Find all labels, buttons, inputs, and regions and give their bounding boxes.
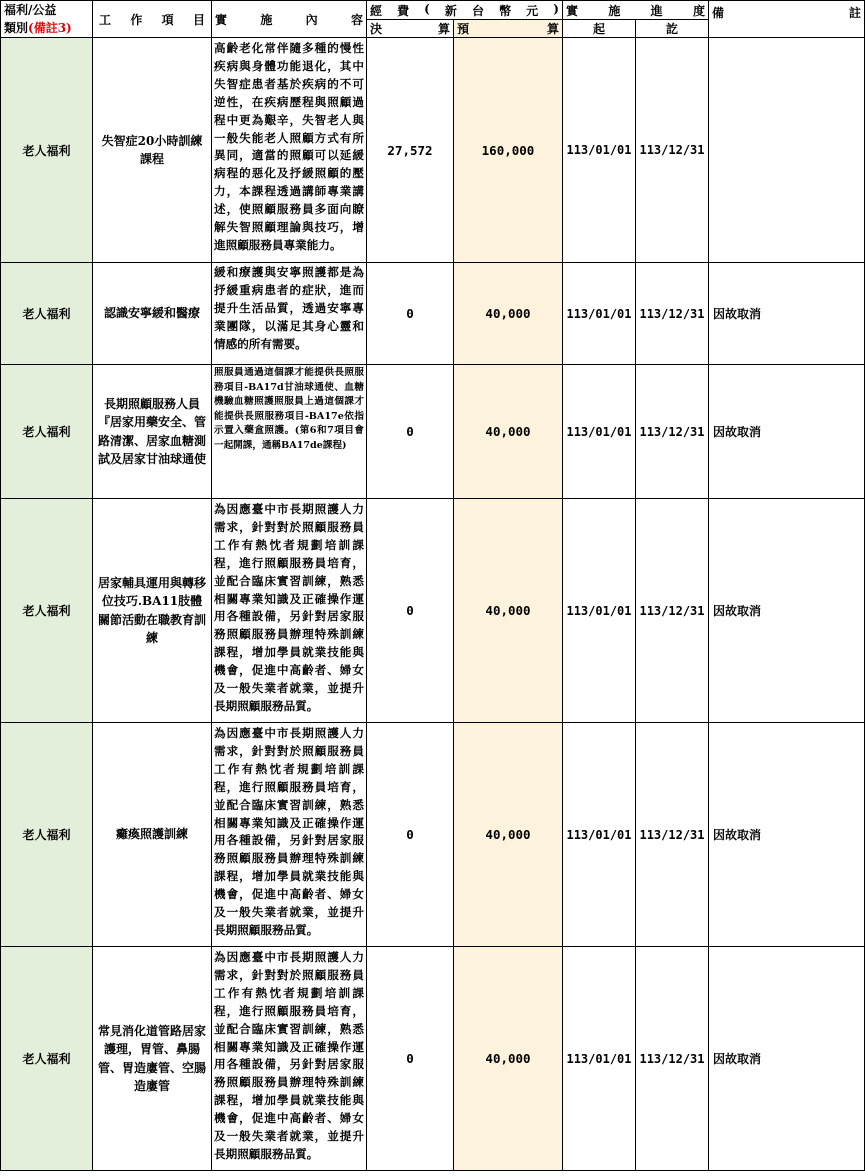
row-budget: 40,000 bbox=[454, 263, 563, 365]
row-item: 常見消化道管路居家護理，胃管、鼻腸管、胃造廔管、空腸造廔管 bbox=[93, 947, 212, 1171]
row-category: 老人福利 bbox=[1, 947, 93, 1171]
row-content: 為因應臺中市長期照護人力需求，針對對於照顧服務員工作有熱忱者規劃培訓課程，進行照顧服務員培育，並配合臨床實習訓練，熟悉相關專業知識及正確操作運用各種設備，另針對居家服務照顧服務員辦理特殊訓練課程，增加學員就業技能與機會，促進中高齡者、婦女及一般失業者就業，並提升長期照顧服務品質。 bbox=[212, 723, 367, 947]
row-remarks: 因故取消 bbox=[709, 723, 865, 947]
header-item-char: 項 bbox=[161, 12, 174, 27]
row-remarks: 因故取消 bbox=[709, 365, 865, 499]
header-start bbox=[563, 20, 636, 38]
row-start: 113/01/01 bbox=[563, 499, 636, 723]
row-content: 高齡老化常伴隨多種的慢性疾病與身體功能退化，其中失智症患者基於疾病的不可逆性，在疾病歷程與照顧過程中更為艱辛，失智老人與一般失能老人照顧方式有所異同，適當的照顧可以延緩病程的惡化及抒緩照顧的壓力，本課程透過講師專業講述，使照顧服務員多面向瞭解失智照顧理論與技巧，增進照顧服務員專業能力。 bbox=[212, 38, 367, 263]
header-content-char: 實 bbox=[215, 12, 228, 27]
table-row bbox=[1, 723, 865, 947]
row-item: 長期照顧服務人員『居家用藥安全、管路清潔、居家血糖測試及居家甘油球通使 bbox=[93, 365, 212, 499]
row-category: 老人福利 bbox=[1, 38, 93, 263]
row-budget: 40,000 bbox=[454, 365, 563, 499]
row-end: 113/12/31 bbox=[636, 947, 709, 1171]
header-content-char: 容 bbox=[350, 12, 363, 27]
header-item-char: 目 bbox=[192, 12, 205, 27]
row-item: 癱瘓照護訓練 bbox=[93, 723, 212, 947]
row-remarks: 因故取消 bbox=[709, 499, 865, 723]
row-remarks: 因故取消 bbox=[709, 947, 865, 1171]
row-start: 113/01/01 bbox=[563, 723, 636, 947]
header-budget-char: 預 bbox=[457, 22, 470, 36]
table-row bbox=[1, 38, 865, 263]
header-remarks bbox=[709, 1, 865, 38]
header-funding-char: 經 bbox=[370, 3, 383, 18]
row-start: 113/01/01 bbox=[563, 38, 636, 263]
header-start-label: 起 bbox=[592, 22, 605, 36]
header-progress-char: 進 bbox=[650, 3, 663, 18]
header-item-char: 作 bbox=[130, 12, 143, 27]
row-content: 照服員通過這個課才能提供長照服務項目-BA17d甘油球通使、血糖機驗血糖照護照服員上過這個課才能提供長照服務項目-BA17e依指示置入藥盒照護。(第6和7項目會一起開課，通稱BA17de課程) bbox=[212, 365, 367, 499]
header-content-char: 內 bbox=[305, 12, 318, 27]
row-content: 為因應臺中市長期照護人力需求，針對對於照顧服務員工作有熱忱者規劃培訓課程，進行照顧服務員培育，並配合臨床實習訓練，熟悉相關專業知識及正確操作運用各種設備，另針對居家服務照顧服務員辦理特殊訓練課程，增加學員就業技能與機會，促進中高齡者、婦女及一般失業者就業，並提升長期照顧服務品質。 bbox=[212, 947, 367, 1171]
header-category-note: (備註3) bbox=[28, 21, 72, 35]
row-category: 老人福利 bbox=[1, 365, 93, 499]
header-end-label: 訖 bbox=[665, 22, 678, 36]
header-funding bbox=[367, 1, 563, 20]
header-funding-char: ( bbox=[424, 1, 430, 16]
row-budget: 40,000 bbox=[454, 947, 563, 1171]
header-remarks-char: 註 bbox=[848, 5, 861, 20]
header-content-char: 施 bbox=[260, 12, 273, 27]
row-actual: 0 bbox=[367, 947, 454, 1171]
header-budget bbox=[454, 20, 563, 38]
row-category: 老人福利 bbox=[1, 499, 93, 723]
row-item: 認識安寧緩和醫療 bbox=[93, 263, 212, 365]
row-actual: 0 bbox=[367, 263, 454, 365]
header-funding-char: 幣 bbox=[499, 3, 512, 18]
header-budget-char: 算 bbox=[546, 22, 559, 36]
row-budget: 40,000 bbox=[454, 723, 563, 947]
row-remarks bbox=[709, 38, 865, 263]
row-category: 老人福利 bbox=[1, 263, 93, 365]
row-end: 113/12/31 bbox=[636, 263, 709, 365]
row-budget: 40,000 bbox=[454, 499, 563, 723]
header-content bbox=[212, 1, 367, 38]
header-item-char: 工 bbox=[99, 12, 112, 27]
header-actual-char: 算 bbox=[437, 22, 450, 36]
row-actual: 0 bbox=[367, 499, 454, 723]
row-category: 老人福利 bbox=[1, 723, 93, 947]
row-item: 居家輔具運用與轉移位技巧.BA11肢體關節活動在職教育訓練 bbox=[93, 499, 212, 723]
row-start: 113/01/01 bbox=[563, 947, 636, 1171]
row-actual: 0 bbox=[367, 723, 454, 947]
header-funding-char: ) bbox=[553, 1, 559, 16]
row-start: 113/01/01 bbox=[563, 365, 636, 499]
header-item bbox=[93, 1, 212, 38]
table-row bbox=[1, 365, 865, 499]
row-actual: 27,572 bbox=[367, 38, 454, 263]
header-funding-char: 元 bbox=[526, 3, 539, 18]
row-budget: 160,000 bbox=[454, 38, 563, 263]
table-row bbox=[1, 499, 865, 723]
header-actual-char: 決 bbox=[370, 22, 383, 36]
row-content: 為因應臺中市長期照護人力需求，針對對於照顧服務員工作有熱忱者規劃培訓課程，進行照顧服務員培育，並配合臨床實習訓練，熟悉相關專業知識及正確操作運用各種設備，另針對居家服務照顧服務員辦理特殊訓練課程，增加學員就業技能與機會，促進中高齡者、婦女及一般失業者就業，並提升長期照顧服務品質。 bbox=[212, 499, 367, 723]
header-funding-char: 台 bbox=[471, 3, 484, 18]
row-actual: 0 bbox=[367, 365, 454, 499]
header-progress-char: 實 bbox=[566, 3, 579, 18]
row-start: 113/01/01 bbox=[563, 263, 636, 365]
table-row bbox=[1, 263, 865, 365]
row-end: 113/12/31 bbox=[636, 499, 709, 723]
header-progress-char: 度 bbox=[692, 3, 705, 18]
header-category bbox=[1, 1, 93, 38]
header-actual bbox=[367, 20, 454, 38]
row-end: 113/12/31 bbox=[636, 38, 709, 263]
row-content: 緩和療護與安寧照護都是為抒緩重病患者的症狀，進而提升生活品質，透過安寧專業團隊，以滿足其身心靈和情感的所有需要。 bbox=[212, 263, 367, 365]
row-end: 113/12/31 bbox=[636, 365, 709, 499]
header-progress-char: 施 bbox=[608, 3, 621, 18]
header-remarks-char: 備 bbox=[712, 5, 725, 20]
header-progress bbox=[563, 1, 709, 20]
header-funding-char: 新 bbox=[444, 3, 457, 18]
header-category-label-2: 類別 bbox=[4, 21, 29, 35]
header-end bbox=[636, 20, 709, 38]
table-row bbox=[1, 947, 865, 1171]
header-funding-char: 費 bbox=[397, 3, 410, 18]
row-item: 失智症20小時訓練課程 bbox=[93, 38, 212, 263]
row-end: 113/12/31 bbox=[636, 723, 709, 947]
header-category-label: 福利/公益 bbox=[4, 3, 57, 17]
row-remarks: 因故取消 bbox=[709, 263, 865, 365]
